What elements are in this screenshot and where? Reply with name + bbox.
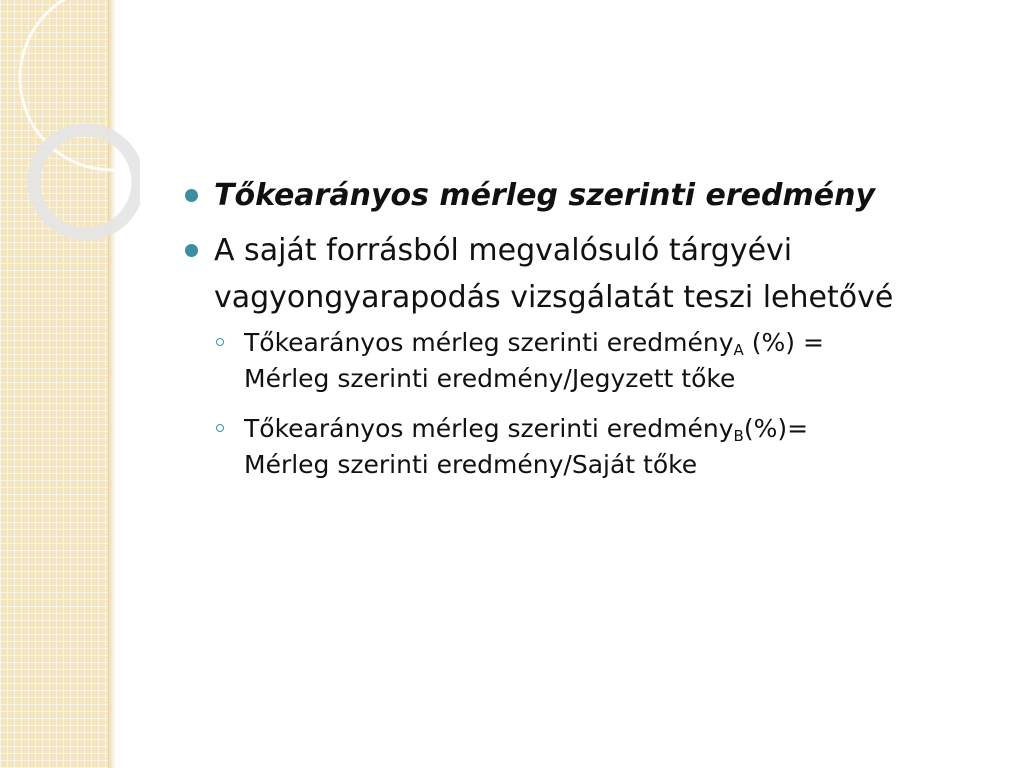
bullet-text: Tőkearányos mérleg szerinti eredmény bbox=[214, 178, 876, 213]
sub-bullet-item-a bbox=[214, 325, 985, 397]
formula-prefix: Tőkearányos mérleg szerinti eredmény bbox=[244, 328, 734, 357]
formula-definition: Mérleg szerinti eredmény/Jegyzett tőke bbox=[244, 364, 736, 393]
bullet-dot-icon bbox=[185, 244, 198, 257]
formula-prefix: Tőkearányos mérleg szerinti eredmény bbox=[244, 414, 734, 443]
bullet-list bbox=[185, 172, 985, 483]
formula-subscript: A bbox=[733, 341, 744, 359]
bullet-text-line1: A saját forrásból megvalósuló tárgyévi bbox=[214, 233, 793, 268]
formula-definition: Mérleg szerinti eredmény/Saját tőke bbox=[244, 450, 698, 479]
bullet-text-line2: vagyongyarapodás vizsgálatát teszi lehetővé bbox=[214, 280, 894, 315]
bullet-item-title bbox=[185, 172, 985, 219]
formula-suffix: (%)= bbox=[743, 414, 809, 443]
sub-bullet-ring-icon bbox=[216, 424, 224, 432]
bullet-item-description bbox=[185, 227, 985, 483]
sub-bullet-item-b bbox=[214, 411, 985, 483]
sub-bullet-list bbox=[214, 325, 985, 483]
bullet-dot-icon bbox=[185, 189, 198, 202]
sub-bullet-ring-icon bbox=[216, 338, 224, 346]
decorative-circles bbox=[0, 0, 140, 260]
formula-suffix: (%) = bbox=[743, 328, 824, 357]
formula-subscript: B bbox=[733, 427, 744, 445]
slide-content bbox=[185, 172, 985, 497]
